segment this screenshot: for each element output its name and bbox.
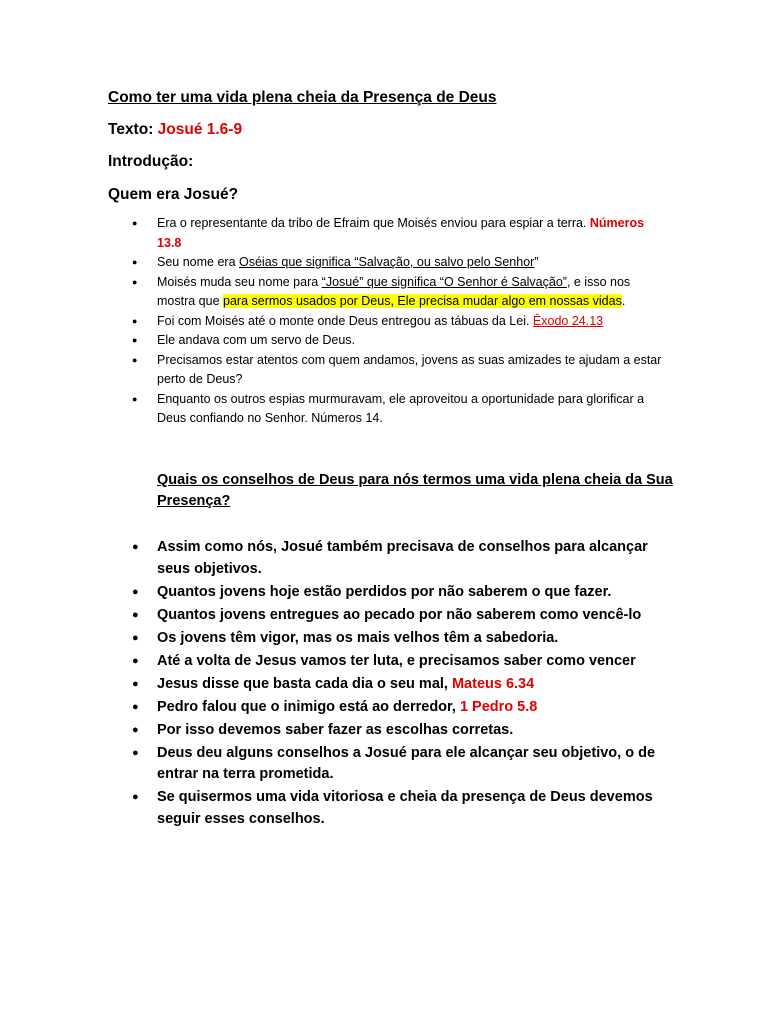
list-item-text: Jesus disse que basta cada dia o seu mal, — [157, 675, 452, 692]
texto-reference: Josué 1.6-9 — [157, 121, 243, 138]
list-item — [132, 312, 662, 332]
list-item — [132, 214, 662, 253]
list-item: ● Ele andava com um servo de Deus. — [132, 331, 662, 351]
introducao-heading: Introdução: — [108, 153, 194, 170]
highlighted-text: para sermos usados por Deus, Ele precisa mudar algo em nossas vidas — [223, 294, 622, 308]
list-item-text: ” — [534, 255, 539, 269]
bible-reference: Mateus 6.34 — [451, 675, 535, 692]
list-item: ● Enquanto os outros espias murmuravam, ele aproveitou a oportunidade para glorificar a Deus confiando no Senhor. Números 14. — [132, 390, 662, 429]
texto-line — [108, 121, 242, 139]
list-item-text: , e isso nos mostra que — [157, 274, 631, 308]
list-item — [132, 674, 672, 696]
josue-facts-list — [132, 214, 662, 429]
list-item: ● Se quisermos uma vida vitoriosa e cheia da presença de Deus devemos seguir esses conselhos. — [132, 787, 672, 830]
list-item — [132, 697, 672, 719]
conselhos-list — [132, 537, 672, 832]
page-title: Como ter uma vida plena cheia da Presença de Deus — [108, 89, 497, 106]
underlined-text: “Josué” que significa “O Senhor é Salvação” — [321, 274, 567, 289]
list-item-text: Seu nome era — [157, 255, 239, 269]
list-item: ● Precisamos estar atentos com quem andamos, jovens as suas amizades te ajudam a estar perto de Deus? — [132, 351, 662, 390]
list-item — [132, 273, 662, 312]
list-item: ● Até a volta de Jesus vamos ter luta, e precisamos saber como vencer — [132, 651, 672, 673]
bible-reference: Êxodo 24.13 — [532, 313, 604, 328]
texto-label: Texto: — [108, 121, 158, 138]
list-item: ● Quantos jovens entregues ao pecado por não saberem como vencê-lo — [132, 605, 672, 627]
list-item-text: Era o representante da tribo de Efraim que Moisés enviou para espiar a terra. — [157, 216, 590, 230]
bible-reference: Números 13.8 — [157, 216, 645, 250]
list-item: ● Por isso devemos saber fazer as escolhas corretas. — [132, 720, 672, 742]
underlined-text: Oséias que significa “Salvação, ou salvo pelo Senhor — [239, 255, 535, 269]
bible-reference: 1 Pedro 5.8 — [459, 698, 538, 715]
list-item-text: Pedro falou que o inimigo está ao derredor, — [157, 698, 460, 715]
list-item — [132, 253, 662, 273]
list-item-text: . — [621, 294, 626, 308]
quem-era-heading: Quem era Josué? — [108, 186, 239, 203]
conselhos-heading: Quais os conselhos de Deus para nós termos uma vida plena cheia da Sua Presença? — [157, 472, 673, 509]
list-item-text: Foi com Moisés até o monte onde Deus entregou as tábuas da Lei. — [157, 313, 533, 328]
list-item: ● Quantos jovens hoje estão perdidos por não saberem o que fazer. — [132, 582, 672, 604]
list-item: ● Deus deu alguns conselhos a Josué para ele alcançar seu objetivo, o de entrar na terra prometida. — [132, 743, 672, 786]
list-item-text: Moisés muda seu nome para — [157, 274, 322, 289]
list-item: ● Assim como nós, Josué também precisava de conselhos para alcançar seus objetivos. — [132, 537, 672, 580]
list-item: ● Os jovens têm vigor, mas os mais velhos têm a sabedoria. — [132, 628, 672, 650]
